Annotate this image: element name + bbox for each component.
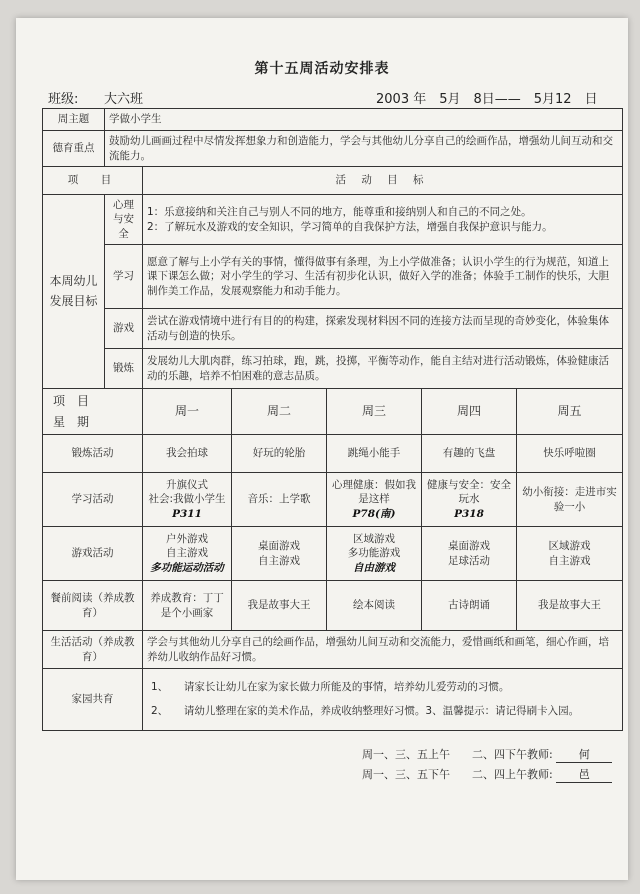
home-label: 家园共育 [43,669,143,731]
schedule-table [42,108,623,731]
goal-area: 游戏 [105,309,143,349]
cell-text: 区域游戏 多功能游戏 [347,533,401,560]
home-item: 2、 请幼儿整理在家的美术作品，养成收纳整理好习惯。3、温馨提示：请记得刷卡入园。 [151,704,580,717]
theme-value: 学做小学生 [105,109,623,131]
signature-line-1 [362,746,612,763]
schedule-cell: 音乐：上学歌 [232,473,327,527]
schedule-cell: 我是故事大王 [517,581,623,631]
goal-area: 学习 [105,245,143,309]
handwritten-note: 多功能运动活动 [150,561,224,574]
date-range: 2003 年 5月 8日—— 5月12 日 [376,92,598,107]
schedule-cell [143,527,232,581]
day-header: 周二 [232,389,327,435]
goal-area: 心理与安全 [105,195,143,245]
goals-header: 活 动 目 标 [143,167,623,195]
signature-days: 周一、三、五上午 二、四下午教师: [362,748,553,761]
schedule-cell: 快乐呼啦圈 [517,435,623,473]
page-title: 第十五周活动安排表 [254,61,390,77]
edu-focus-label: 德育重点 [43,131,105,167]
schedule-cell: 幼小衔接：走进市实验一小 [517,473,623,527]
row-label: 游戏活动 [43,527,143,581]
goal-text: 尝试在游戏情境中进行有目的的构建，探索发现材料因不同的连接方法而呈现的奇妙变化，体验集体活动与创造的快乐。 [143,309,623,349]
schedule-cell: 好玩的轮胎 [232,435,327,473]
schedule-corner [43,389,143,435]
class-label: 班级: [48,92,79,107]
edu-focus-value: 鼓励幼儿画画过程中尽情发挥想象力和创造能力，学会与其他幼儿分享自己的绘画作品，增强幼儿间互动和交流能力。 [105,131,623,167]
signature-days: 周一、三、五下午 二、四上午教师: [362,768,553,781]
weekly-goals-label: 本周幼儿发展目标 [43,195,105,389]
corner-item: 项 目 [53,394,90,409]
home-item: 1、 请家长让幼儿在家为家长做力所能及的事情，培养幼儿爱劳动的习惯。 [151,681,510,694]
goals-item-header: 项 目 [43,167,143,195]
row-label: 餐前阅读（养成教育） [43,581,143,631]
class-value: 大六班 [104,92,144,107]
schedule-cell: 桌面游戏 足球活动 [422,527,517,581]
day-header: 周五 [517,389,623,435]
goal-text: 发展幼儿大肌肉群，练习拍球，跑，跳，投掷，平衡等动作，能自主结对进行活动锻炼，体验健康活动的乐趣，培养不怕困难的意志品质。 [143,349,623,389]
life-label: 生活活动（养成教育） [43,631,143,669]
goal-text: 愿意了解与上小学有关的事情，懂得做事有条理，为上小学做准备；认识小学生的行为规范，知道上课下课怎么做；对小学生的学习、生活有初步化认识，做好入学的准备；体验手工制作的快乐，大胆制作美工作品，发展观察能力和动手能力。 [143,245,623,309]
schedule-cell [422,473,517,527]
schedule-cell [327,527,422,581]
schedule-cell: 古诗朗诵 [422,581,517,631]
schedule-cell: 我是故事大王 [232,581,327,631]
schedule-cell: 养成教育：丁丁是个小画家 [143,581,232,631]
day-header: 周四 [422,389,517,435]
cell-text: 户外游戏 自主游戏 [166,533,208,560]
goal-text: 1：乐意接纳和关注自己与别人不同的地方，能尊重和接纳别人和自己的不同之处。 2：了解玩水及游戏的安全知识，学习简单的自我保护方法，增强自我保护意识与能力。 [143,195,623,245]
goal-area: 锻炼 [105,349,143,389]
schedule-cell: 我会拍球 [143,435,232,473]
handwritten-note: P78(南) [352,507,396,520]
signature-line-2 [362,766,612,783]
document-page [16,18,628,880]
schedule-cell: 绘本阅读 [327,581,422,631]
home-items [143,669,623,731]
signature-name: 何 [556,746,612,763]
cell-text: 心理健康：假如我是这样 [332,479,416,506]
schedule-cell [327,473,422,527]
schedule-cell: 区域游戏 自主游戏 [517,527,623,581]
signature-name: 邑 [556,766,612,783]
schedule-cell: 有趣的飞盘 [422,435,517,473]
schedule-cell: 跳绳小能手 [327,435,422,473]
day-header: 周三 [327,389,422,435]
schedule-cell [143,473,232,527]
schedule-cell: 桌面游戏 自主游戏 [232,527,327,581]
day-header: 周一 [143,389,232,435]
row-label: 学习活动 [43,473,143,527]
handwritten-note: P311 [172,507,202,520]
handwritten-note: 自由游戏 [353,561,395,574]
cell-text: 升旗仪式 社会:我做小学生 [148,479,226,506]
cell-text: 健康与安全：安全玩水 [427,479,511,506]
theme-label: 周主题 [43,109,105,131]
corner-weekday: 星 期 [53,414,90,429]
row-label: 锻炼活动 [43,435,143,473]
life-value: 学会与其他幼儿分享自己的绘画作品，增强幼儿间互动和交流能力，爱惜画纸和画笔，细心作画，培养幼儿收纳作品好习惯。 [143,631,623,669]
handwritten-note: P318 [454,507,484,520]
